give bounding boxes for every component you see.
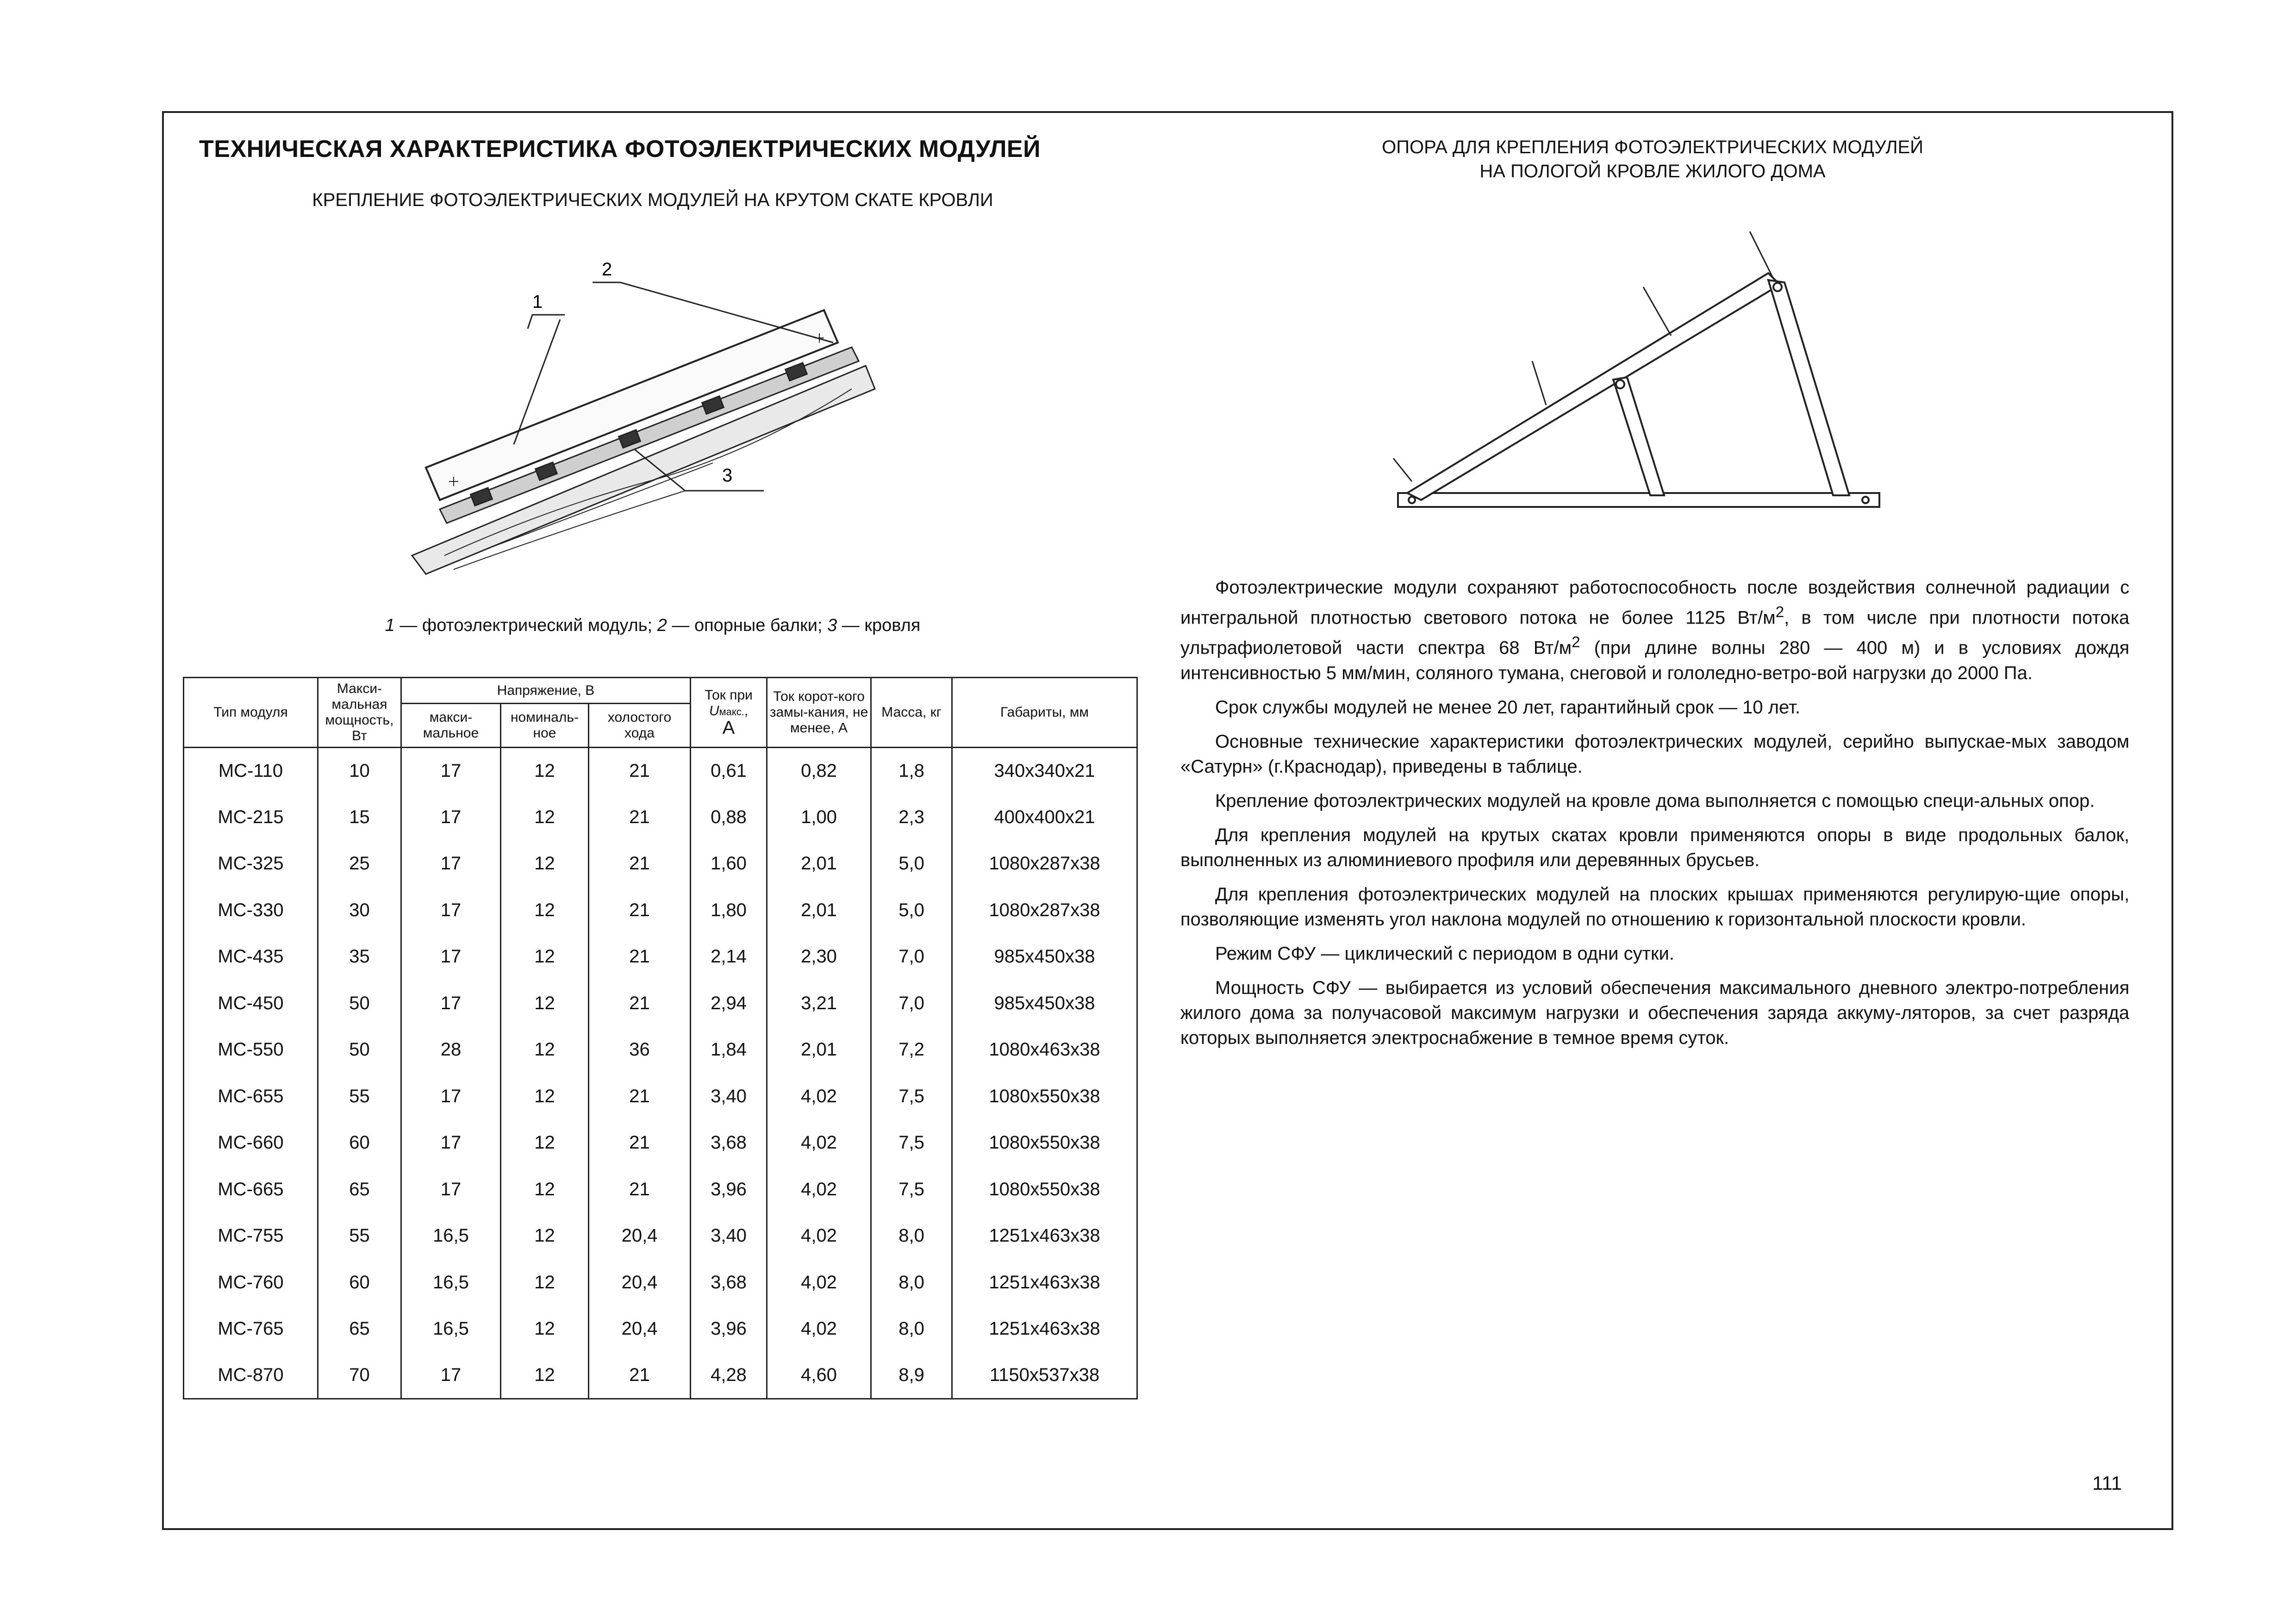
table-cell: 4,02 bbox=[767, 1213, 871, 1260]
page-title: ТЕХНИЧЕСКАЯ ХАРАКТЕРИСТИКА ФОТОЭЛЕКТРИЧЕСКИХ МОДУЛЕЙ bbox=[199, 136, 1041, 162]
callout-1-label: 1 bbox=[532, 292, 543, 312]
table-cell: 12 bbox=[501, 1213, 589, 1260]
table-cell: МС-325 bbox=[184, 841, 318, 887]
table-cell: 21 bbox=[589, 748, 691, 794]
base-rail bbox=[1398, 493, 1879, 507]
table-cell: 1,60 bbox=[691, 841, 767, 887]
middle-strut bbox=[1613, 377, 1664, 495]
table-cell: 60 bbox=[318, 1120, 401, 1167]
table-row bbox=[184, 1120, 1137, 1167]
table-row bbox=[184, 1306, 1137, 1353]
table-cell: 1251x463x38 bbox=[952, 1306, 1137, 1353]
table-cell: 17 bbox=[401, 1073, 501, 1120]
table-cell: 4,02 bbox=[767, 1259, 871, 1306]
table-cell: 36 bbox=[589, 1027, 691, 1074]
section-title-right bbox=[1250, 135, 2055, 183]
table-cell: 7,0 bbox=[871, 980, 952, 1027]
caption-text-2: — опорные балки; bbox=[667, 616, 828, 635]
table-cell: МС-660 bbox=[184, 1120, 318, 1167]
table-cell: 1080x287x38 bbox=[952, 887, 1137, 934]
table-cell: 3,96 bbox=[691, 1166, 767, 1213]
paragraph-1-a: Фотоэлектрические модули сохраняют работоспособность после воздействия солнечной радиации с интегральной плотностью светового потока не более 1125 Вт/м bbox=[1180, 577, 2129, 628]
col-mass: Масса, кг bbox=[871, 678, 952, 748]
table-row bbox=[184, 794, 1137, 841]
table-cell: 12 bbox=[501, 841, 589, 887]
col-current-u: U bbox=[709, 703, 719, 718]
table-cell: 21 bbox=[589, 1166, 691, 1213]
table-cell: МС-215 bbox=[184, 794, 318, 841]
table-cell: 55 bbox=[318, 1213, 401, 1260]
table-cell: 2,14 bbox=[691, 934, 767, 981]
paragraph-1-sup-2: 2 bbox=[1572, 634, 1580, 651]
table-cell: 12 bbox=[501, 1259, 589, 1306]
table-cell: МС-330 bbox=[184, 887, 318, 934]
table-cell: 21 bbox=[589, 841, 691, 887]
table-cell: 1150x537x38 bbox=[952, 1352, 1137, 1399]
table-cell: 2,94 bbox=[691, 980, 767, 1027]
table-cell: 12 bbox=[501, 748, 589, 794]
table-cell: 2,30 bbox=[767, 934, 871, 981]
table-cell: 4,28 bbox=[691, 1352, 767, 1399]
table-cell: 50 bbox=[318, 1027, 401, 1074]
table-cell: 15 bbox=[318, 794, 401, 841]
table-cell: 12 bbox=[501, 1120, 589, 1167]
table-cell: 7,5 bbox=[871, 1073, 952, 1120]
inclined-beam bbox=[1407, 273, 1780, 500]
table-cell: 7,5 bbox=[871, 1120, 952, 1167]
table-cell: МС-110 bbox=[184, 748, 318, 794]
paragraph-1 bbox=[1180, 575, 2129, 686]
table-cell: 17 bbox=[401, 980, 501, 1027]
table-cell: 35 bbox=[318, 934, 401, 981]
section-title-left: КРЕПЛЕНИЕ ФОТОЭЛЕКТРИЧЕСКИХ МОДУЛЕЙ НА КРУТОМ СКАТЕ КРОВЛИ bbox=[312, 190, 993, 210]
table-cell: 70 bbox=[318, 1352, 401, 1399]
table-cell: 4,02 bbox=[767, 1120, 871, 1167]
table-cell: 2,01 bbox=[767, 841, 871, 887]
paragraph-2: Срок службы модулей не менее 20 лет, гарантийный срок — 10 лет. bbox=[1215, 697, 1800, 718]
table-cell: 7,5 bbox=[871, 1166, 952, 1213]
table-cell: 4,02 bbox=[767, 1306, 871, 1353]
table-cell: 21 bbox=[589, 980, 691, 1027]
col-current-sub: макс. bbox=[719, 706, 744, 718]
table-cell: 20,4 bbox=[589, 1306, 691, 1353]
table-cell: 65 bbox=[318, 1306, 401, 1353]
figure-caption bbox=[199, 616, 1106, 636]
table-cell: 3,68 bbox=[691, 1259, 767, 1306]
table-cell: 1080x287x38 bbox=[952, 841, 1137, 887]
table-cell: 12 bbox=[501, 980, 589, 1027]
table-cell: 0,82 bbox=[767, 748, 871, 794]
table-row bbox=[184, 1073, 1137, 1120]
table-cell: 1,8 bbox=[871, 748, 952, 794]
table-cell: 12 bbox=[501, 1166, 589, 1213]
paragraph-5: Для крепления модулей на крутых скатах кровли применяются опоры в виде продольных балок, выполненных из алюминиевого профиля или деревянных брусьев. bbox=[1180, 824, 2129, 870]
table-cell: 340x340x21 bbox=[952, 748, 1137, 794]
table-cell: 8,9 bbox=[871, 1352, 952, 1399]
table-row bbox=[184, 1213, 1137, 1260]
table-cell: 8,0 bbox=[871, 1213, 952, 1260]
page-number: 111 bbox=[2092, 1472, 2122, 1494]
table-cell: 5,0 bbox=[871, 841, 952, 887]
col-power: Макси-мальная мощность, Вт bbox=[318, 678, 401, 748]
callout-3-label: 3 bbox=[722, 465, 733, 486]
table-cell: 5,0 bbox=[871, 887, 952, 934]
table-cell: 0,61 bbox=[691, 748, 767, 794]
caption-num-3: 3 bbox=[827, 616, 837, 635]
table-cell: 12 bbox=[501, 934, 589, 981]
table-cell: 12 bbox=[501, 1352, 589, 1399]
table-cell: 21 bbox=[589, 887, 691, 934]
col-v-max: макси-мальное bbox=[401, 704, 501, 748]
col-current: Ток при Uмакс., А bbox=[691, 678, 767, 748]
col-voltage-group: Напряжение, В bbox=[401, 678, 691, 704]
table-row bbox=[184, 1027, 1137, 1074]
paragraph-3: Основные технические характеристики фотоэлектрических модулей, серийно выпускае-мых заводом «Сатурн» (г.Краснодар), приведены в таблице. bbox=[1180, 731, 2129, 777]
modules-spec-table bbox=[183, 677, 1138, 1399]
table-cell: 2,01 bbox=[767, 887, 871, 934]
table-cell: МС-655 bbox=[184, 1073, 318, 1120]
callout-2-label: 2 bbox=[602, 259, 612, 280]
spec-table-body bbox=[184, 748, 1137, 1399]
col-dims: Габариты, мм bbox=[952, 678, 1137, 748]
table-row bbox=[184, 841, 1137, 887]
table-cell: 4,60 bbox=[767, 1352, 871, 1399]
table-cell: 21 bbox=[589, 1073, 691, 1120]
table-cell: 25 bbox=[318, 841, 401, 887]
table-row bbox=[184, 1352, 1137, 1399]
section-title-right-line-2: НА ПОЛОГОЙ КРОВЛЕ ЖИЛОГО ДОМА bbox=[1479, 161, 1826, 181]
table-cell: 8,0 bbox=[871, 1259, 952, 1306]
table-cell: 1,84 bbox=[691, 1027, 767, 1074]
table-cell: 12 bbox=[501, 887, 589, 934]
table-cell: 20,4 bbox=[589, 1259, 691, 1306]
table-cell: 21 bbox=[589, 934, 691, 981]
table-cell: 16,5 bbox=[401, 1306, 501, 1353]
table-cell: 1080x550x38 bbox=[952, 1073, 1137, 1120]
table-cell: 4,02 bbox=[767, 1166, 871, 1213]
table-cell: 17 bbox=[401, 794, 501, 841]
table-row bbox=[184, 748, 1137, 794]
table-cell: МС-435 bbox=[184, 934, 318, 981]
table-cell: 60 bbox=[318, 1259, 401, 1306]
table-cell: 1080x550x38 bbox=[952, 1166, 1137, 1213]
table-cell: 17 bbox=[401, 1166, 501, 1213]
table-row bbox=[184, 934, 1137, 981]
paragraph-1-sup-1: 2 bbox=[1775, 604, 1784, 621]
table-cell: 12 bbox=[501, 1073, 589, 1120]
table-cell: 28 bbox=[401, 1027, 501, 1074]
table-cell: 3,21 bbox=[767, 980, 871, 1027]
table-cell: 12 bbox=[501, 1306, 589, 1353]
table-cell: 17 bbox=[401, 748, 501, 794]
table-row bbox=[184, 1166, 1137, 1213]
table-cell: 21 bbox=[589, 1352, 691, 1399]
table-cell: 16,5 bbox=[401, 1259, 501, 1306]
table-cell: МС-550 bbox=[184, 1027, 318, 1074]
table-cell: 3,40 bbox=[691, 1213, 767, 1260]
flat-roof-support-drawing bbox=[1379, 218, 1907, 537]
table-cell: 50 bbox=[318, 980, 401, 1027]
table-cell: 3,68 bbox=[691, 1120, 767, 1167]
table-row bbox=[184, 980, 1137, 1027]
table-row bbox=[184, 887, 1137, 934]
col-short-circuit: Ток корот-кого замы-кания, не менее, А bbox=[767, 678, 871, 748]
description-text bbox=[1180, 575, 2129, 1060]
steep-roof-mounting-drawing bbox=[361, 250, 880, 583]
table-cell: 0,88 bbox=[691, 794, 767, 841]
table-cell: 10 bbox=[318, 748, 401, 794]
table-cell: 12 bbox=[501, 794, 589, 841]
table-cell: 17 bbox=[401, 934, 501, 981]
table-cell: 17 bbox=[401, 841, 501, 887]
table-cell: 21 bbox=[589, 794, 691, 841]
caption-num-1: 1 bbox=[385, 616, 395, 635]
paragraph-8: Мощность СФУ — выбирается из условий обеспечения максимального дневного электро-потребления жилого дома за получасовой максимум нагрузки и обеспечения заряда аккуму-ляторов, за счет разряда которых выполняется электроснабжение в темное время суток. bbox=[1180, 977, 2129, 1048]
table-cell: 65 bbox=[318, 1166, 401, 1213]
table-cell: 8,0 bbox=[871, 1306, 952, 1353]
table-cell: МС-760 bbox=[184, 1259, 318, 1306]
table-cell: 16,5 bbox=[401, 1213, 501, 1260]
table-row bbox=[184, 1259, 1137, 1306]
table-cell: 3,40 bbox=[691, 1073, 767, 1120]
table-cell: 17 bbox=[401, 1120, 501, 1167]
col-current-unit: А bbox=[722, 718, 735, 738]
table-cell: МС-665 bbox=[184, 1166, 318, 1213]
caption-text-1: — фотоэлектрический модуль; bbox=[394, 616, 657, 635]
table-cell: 1,00 bbox=[767, 794, 871, 841]
table-cell: 55 bbox=[318, 1073, 401, 1120]
table-cell: 30 bbox=[318, 887, 401, 934]
table-cell: 4,02 bbox=[767, 1073, 871, 1120]
paragraph-1-b: , в том числе при плотности потока ультрафиолетовой части спектра 68 Вт/м bbox=[1180, 607, 2129, 658]
col-type: Тип модуля bbox=[184, 678, 318, 748]
table-cell: 7,0 bbox=[871, 934, 952, 981]
table-cell: 1251x463x38 bbox=[952, 1259, 1137, 1306]
table-cell: 17 bbox=[401, 887, 501, 934]
table-cell: 985x450x38 bbox=[952, 934, 1137, 981]
paragraph-7: Режим СФУ — циклический с периодом в одни сутки. bbox=[1215, 943, 1674, 964]
table-cell: 20,4 bbox=[589, 1213, 691, 1260]
table-cell: 1,80 bbox=[691, 887, 767, 934]
paragraph-1-c: (при длине волны 280 — 400 м) и в условиях дождя интенсивностью 5 мм/мин, соляного тумана, снеговой и гололедно-ветро-вой нагрузки до 2000 Па. bbox=[1180, 637, 2129, 683]
table-cell: 12 bbox=[501, 1027, 589, 1074]
table-cell: МС-450 bbox=[184, 980, 318, 1027]
paragraph-4: Крепление фотоэлектрических модулей на кровле дома выполняется с помощью специ-альных опор. bbox=[1215, 790, 2095, 811]
section-title-right-line-1: ОПОРА ДЛЯ КРЕПЛЕНИЯ ФОТОЭЛЕКТРИЧЕСКИХ МОДУЛЕЙ bbox=[1382, 137, 1923, 157]
table-cell: 2,01 bbox=[767, 1027, 871, 1074]
table-cell: 2,3 bbox=[871, 794, 952, 841]
table-cell: 1251x463x38 bbox=[952, 1213, 1137, 1260]
col-current-pre: Ток при bbox=[705, 687, 753, 703]
caption-num-2: 2 bbox=[657, 616, 667, 635]
rear-leg bbox=[1768, 280, 1849, 495]
table-cell: МС-755 bbox=[184, 1213, 318, 1260]
table-cell: 1080x463x38 bbox=[952, 1027, 1137, 1074]
caption-text-3: — кровля bbox=[837, 616, 921, 635]
paragraph-6: Для крепления фотоэлектрических модулей на плоских крышах применяются регулирую-щие опоры, позволяющие изменять угол наклона модулей по отношению к горизонтальной плоскости кровли. bbox=[1180, 884, 2129, 930]
table-cell: 17 bbox=[401, 1352, 501, 1399]
table-cell: МС-765 bbox=[184, 1306, 318, 1353]
table-cell: 400x400x21 bbox=[952, 794, 1137, 841]
table-cell: 985x450x38 bbox=[952, 980, 1137, 1027]
table-cell: 3,96 bbox=[691, 1306, 767, 1353]
table-cell: 21 bbox=[589, 1120, 691, 1167]
col-v-idle: холостого хода bbox=[589, 704, 691, 748]
col-v-nom: номиналь-ное bbox=[501, 704, 589, 748]
table-cell: 7,2 bbox=[871, 1027, 952, 1074]
table-cell: 1080x550x38 bbox=[952, 1120, 1137, 1167]
table-cell: МС-870 bbox=[184, 1352, 318, 1399]
